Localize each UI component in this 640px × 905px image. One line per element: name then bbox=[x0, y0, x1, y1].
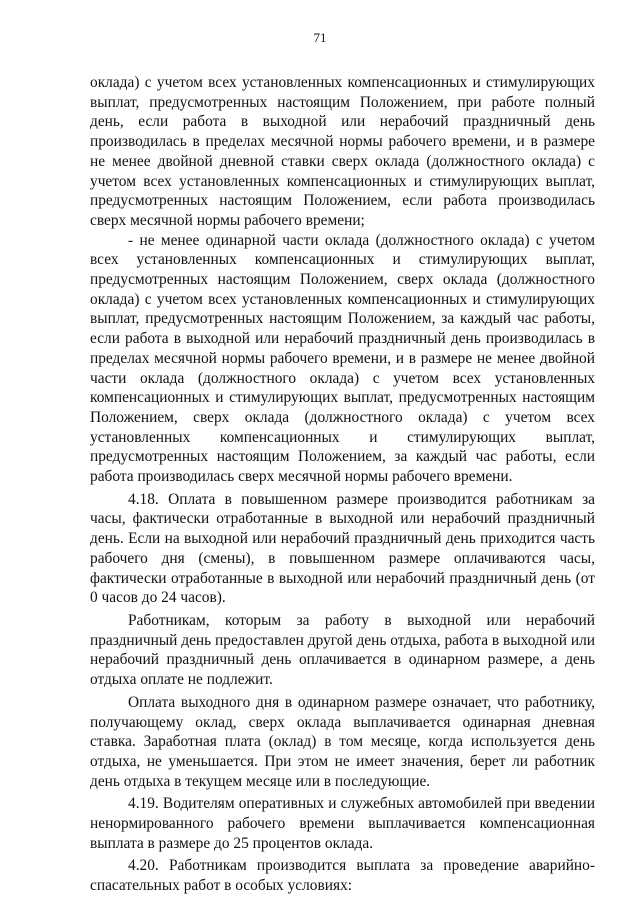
paragraph-continuation: оклада) с учетом всех установленных компенсационных и стимулирующих выплат, предусмотренных настоящим Положением, при работе полный день, если работа в выходной или нерабочий праздничный день производилась в пределах месячной нормы рабочего времени, и в размере не менее двойной дневной ставки сверх оклада (должностного оклада) с учетом всех установленных компенсационных и стимулирующих выплат, предусмотренных настоящим Положением, если работа производилась сверх месячной нормы рабочего времени; bbox=[90, 74, 595, 229]
paragraph-4-18: 4.18. Оплата в повышенном размере производится работникам за часы, фактически отработанные в выходной или нерабочий праздничный день. Если на выходной или нерабочий праздничный день приходится часть рабочего дня (смены), в повышенном размере оплачиваются часы, фактически отработанные в выходной или нерабочий праздничный день (от 0 часов до 24 часов). bbox=[90, 490, 595, 607]
paragraph-bullet-single-rate: - не менее одинарной части оклада (должностного оклада) с учетом всех установленных компенсационных и стимулирующих выплат, предусмотренных настоящим Положением, сверх оклада (должностного оклада) с учетом всех установленных компенсационных и стимулирующих выплат, предусмотренных настоящим Положением, за каждый час работы, если работа в выходной или нерабочий праздничный день производилась в пределах месячной нормы рабочего времени, и в размере не менее двойной части оклада (должностного оклада) с учетом всех установленных компенсационных и стимулирующих выплат, предусмотренных настоящим Положением, сверх оклада (должностного оклада) с учетом всех установленных компенсационных и стимулирующих выплат, предусмотренных настоящим Положением, за каждый час работы, если работа производилась сверх месячной нормы рабочего времени. bbox=[90, 231, 595, 486]
paragraph-single-rate-meaning: Оплата выходного дня в одинарном размере означает, что работнику, получающему оклад, сверх оклада выплачивается одинарная дневная ставка. Заработная плата (оклад) в том месяце, когда используется день отдыха, не уменьшается. При этом не имеет значения, берет ли работник день отдыха в текущем месяце или в последующие. bbox=[90, 693, 595, 790]
paragraph-4-19: 4.19. Водителям оперативных и служебных автомобилей при введении ненормированного рабочего времени выплачивается компенсационная выплата в размере до 25 процентов оклада. bbox=[90, 795, 595, 852]
paragraph-day-off: Работникам, которым за работу в выходной или нерабочий праздничный день предоставлен другой день отдыха, работа в выходной или нерабочий праздничный день оплачивается в одинарном размере, а день отдыха оплате не подлежит. bbox=[90, 611, 595, 689]
document-body bbox=[90, 73, 595, 896]
paragraph-4-20: 4.20. Работникам производится выплата за проведение аварийно-спасательных работ в особых условиях: bbox=[90, 857, 595, 895]
page-number: 71 bbox=[313, 30, 327, 45]
